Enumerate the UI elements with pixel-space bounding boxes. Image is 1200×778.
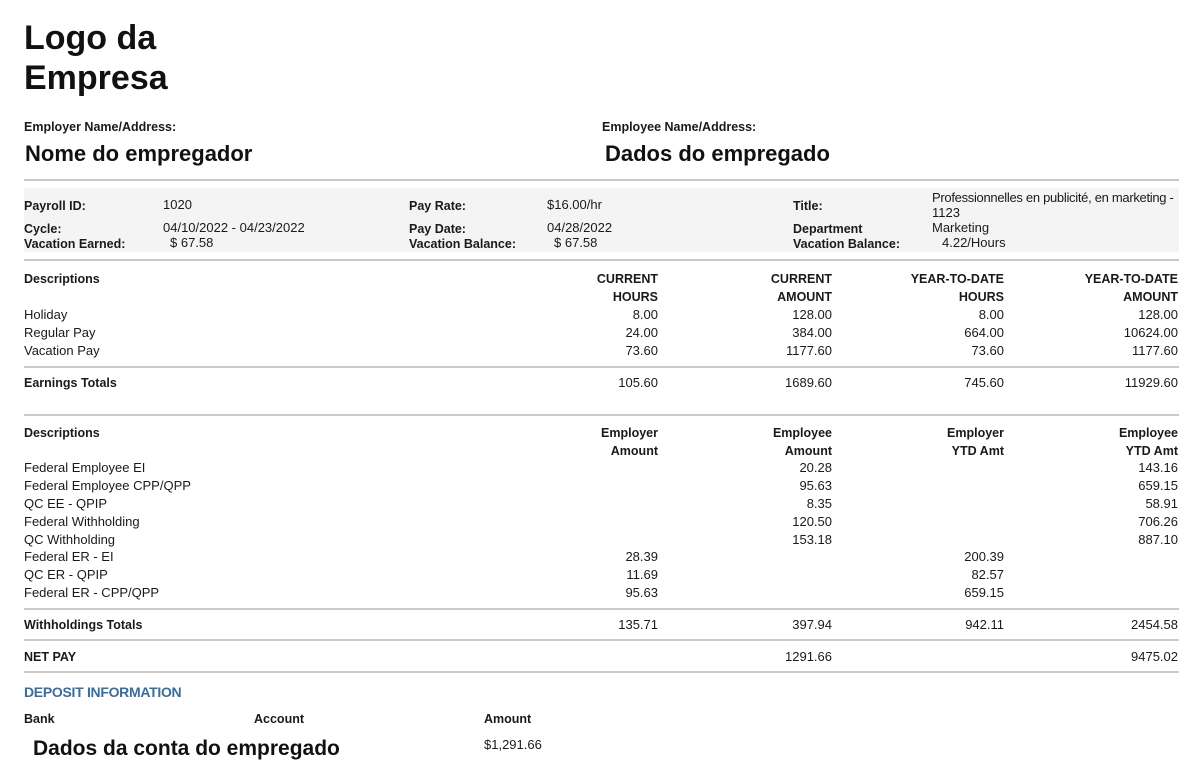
row-employer-ytd: 200.39 (964, 549, 1004, 564)
title-value-line-2: 1123 (932, 205, 960, 220)
withholdings-total-employee-ytd: 2454.58 (1131, 617, 1178, 632)
title-label: Title: (793, 199, 823, 213)
pay-rate-label: Pay Rate: (409, 199, 466, 213)
row-employer-amount: 95.63 (625, 585, 658, 600)
divider (24, 179, 1179, 181)
row-description: Federal Employee EI (24, 460, 146, 475)
net-pay-label: NET PAY (24, 650, 77, 664)
row-current-amount: 128.00 (792, 307, 832, 322)
company-logo (24, 18, 168, 98)
row-description: QC Withholding (24, 532, 116, 547)
row-description: Vacation Pay (24, 343, 100, 358)
earnings-header-ytd-hours (864, 272, 1004, 304)
header-line: YEAR-TO-DATE (910, 272, 1004, 286)
header-line: Employer (601, 426, 658, 440)
deposit-account-label: Account (254, 712, 304, 726)
pay-date-label: Pay Date: (409, 222, 466, 236)
header-line: Amount (784, 444, 832, 458)
withholdings-header-employee-ytd (1038, 426, 1178, 458)
deposit-account-details: Dados da conta do empregado (33, 737, 340, 760)
cycle-value: 04/10/2022 - 04/23/2022 (163, 220, 305, 235)
row-employee-ytd: 706.26 (1138, 514, 1178, 529)
withholdings-total-employer-ytd: 942.11 (965, 617, 1004, 632)
header-line: HOURS (612, 290, 658, 304)
row-ytd-amount: 10624.00 (1123, 325, 1178, 340)
divider (24, 259, 1179, 261)
vacation-balance-label: Vacation Balance: (409, 237, 516, 251)
cycle-label: Cycle: (24, 222, 62, 236)
net-pay-current: 1291.66 (785, 649, 832, 664)
row-employee-amount: 120.50 (792, 514, 832, 529)
employee-label: Employee Name/Address: (602, 120, 757, 134)
net-pay-ytd: 9475.02 (1131, 649, 1178, 664)
row-current-hours: 73.60 (625, 343, 658, 358)
header-line: YTD Amt (1125, 444, 1178, 458)
withholdings-totals-label: Withholdings Totals (24, 618, 143, 632)
earnings-header-descriptions: Descriptions (24, 272, 100, 286)
vacation-earned-label: Vacation Earned: (24, 237, 126, 251)
row-employee-amount: 153.18 (792, 532, 832, 547)
withholdings-total-employer-amount: 135.71 (618, 617, 658, 632)
vacation-balance-hours-label: Vacation Balance: (793, 237, 900, 251)
row-description: Holiday (24, 307, 68, 322)
earnings-total-current-amount: 1689.60 (785, 375, 832, 390)
row-ytd-amount: 128.00 (1138, 307, 1178, 322)
vacation-balance-hours-value: 4.22/Hours (942, 235, 1006, 250)
title-value-line-1: Professionnelles en publicité, en marketing - (932, 190, 1174, 205)
payroll-id-label: Payroll ID: (24, 199, 86, 213)
row-description: Regular Pay (24, 325, 96, 340)
withholdings-header-employer-amount (538, 426, 658, 458)
row-employee-ytd: 58.91 (1145, 496, 1178, 511)
row-description: Federal Employee CPP/QPP (24, 478, 191, 493)
earnings-header-current-amount (712, 272, 832, 304)
row-employer-amount: 28.39 (625, 549, 658, 564)
header-line: AMOUNT (1123, 290, 1178, 304)
header-line: YEAR-TO-DATE (1084, 272, 1178, 286)
row-employee-amount: 20.28 (799, 460, 832, 475)
deposit-information-heading: DEPOSIT INFORMATION (24, 684, 182, 700)
divider (24, 366, 1179, 368)
payroll-id-value: 1020 (163, 197, 192, 212)
pay-rate-value: $16.00/hr (547, 197, 602, 212)
divider (24, 671, 1179, 673)
row-description: Federal Withholding (24, 514, 140, 529)
row-ytd-hours: 8.00 (978, 307, 1004, 322)
header-line: Amount (610, 444, 658, 458)
row-employer-amount: 11.69 (626, 567, 658, 582)
row-current-hours: 8.00 (632, 307, 658, 322)
header-line: CURRENT (596, 272, 658, 286)
row-ytd-hours: 73.60 (971, 343, 1004, 358)
department-value: Marketing (932, 220, 990, 235)
divider (24, 639, 1179, 641)
row-description: Federal ER - EI (24, 549, 114, 564)
earnings-totals-label: Earnings Totals (24, 376, 117, 390)
row-employer-ytd: 659.15 (964, 585, 1004, 600)
vacation-earned-value: $ 67.58 (170, 235, 214, 250)
logo-line-1: Logo da (24, 19, 157, 57)
row-employee-ytd: 887.10 (1138, 532, 1178, 547)
withholdings-header-employee-amount (712, 426, 832, 458)
logo-line-2: Empresa (24, 59, 168, 97)
row-current-hours: 24.00 (625, 325, 658, 340)
row-employee-amount: 8.35 (806, 496, 832, 511)
department-label: Department (793, 222, 863, 236)
deposit-amount-label: Amount (484, 712, 532, 726)
divider (24, 414, 1179, 416)
row-description: QC ER - QPIP (24, 567, 108, 582)
withholdings-header-descriptions: Descriptions (24, 426, 100, 440)
employee-name: Dados do empregado (605, 141, 830, 166)
header-line: HOURS (958, 290, 1004, 304)
header-line: AMOUNT (777, 290, 832, 304)
row-employee-amount: 95.63 (799, 478, 832, 493)
header-line: Employer (947, 426, 1004, 440)
earnings-total-current-hours: 105.60 (618, 375, 658, 390)
withholdings-header-employer-ytd (864, 426, 1004, 458)
earnings-total-ytd-hours: 745.60 (964, 375, 1004, 390)
earnings-header-current-hours (538, 272, 658, 304)
header-line: Employee (772, 426, 832, 440)
vacation-balance-value: $ 67.58 (554, 235, 598, 250)
row-employee-ytd: 143.16 (1138, 460, 1178, 475)
employer-label: Employer Name/Address: (24, 120, 177, 134)
pay-date-value: 04/28/2022 (547, 220, 613, 235)
row-current-amount: 384.00 (792, 325, 832, 340)
deposit-bank-label: Bank (24, 712, 55, 726)
earnings-total-ytd-amount: 11929.60 (1124, 375, 1178, 390)
withholdings-total-employee-amount: 397.94 (792, 617, 832, 632)
row-employer-ytd: 82.57 (971, 567, 1004, 582)
row-current-amount: 1177.60 (785, 343, 832, 358)
header-line: YTD Amt (951, 444, 1004, 458)
row-employee-ytd: 659.15 (1138, 478, 1178, 493)
row-description: QC EE - QPIP (24, 496, 108, 511)
divider (24, 608, 1179, 610)
header-line: Employee (1118, 426, 1178, 440)
row-description: Federal ER - CPP/QPP (24, 585, 160, 600)
earnings-header-ytd-amount (1038, 272, 1178, 304)
deposit-amount-value: $1,291.66 (484, 737, 542, 752)
row-ytd-amount: 1177.60 (1131, 343, 1178, 358)
employer-name: Nome do empregador (25, 141, 253, 166)
header-line: CURRENT (770, 272, 832, 286)
row-ytd-hours: 664.00 (964, 325, 1004, 340)
